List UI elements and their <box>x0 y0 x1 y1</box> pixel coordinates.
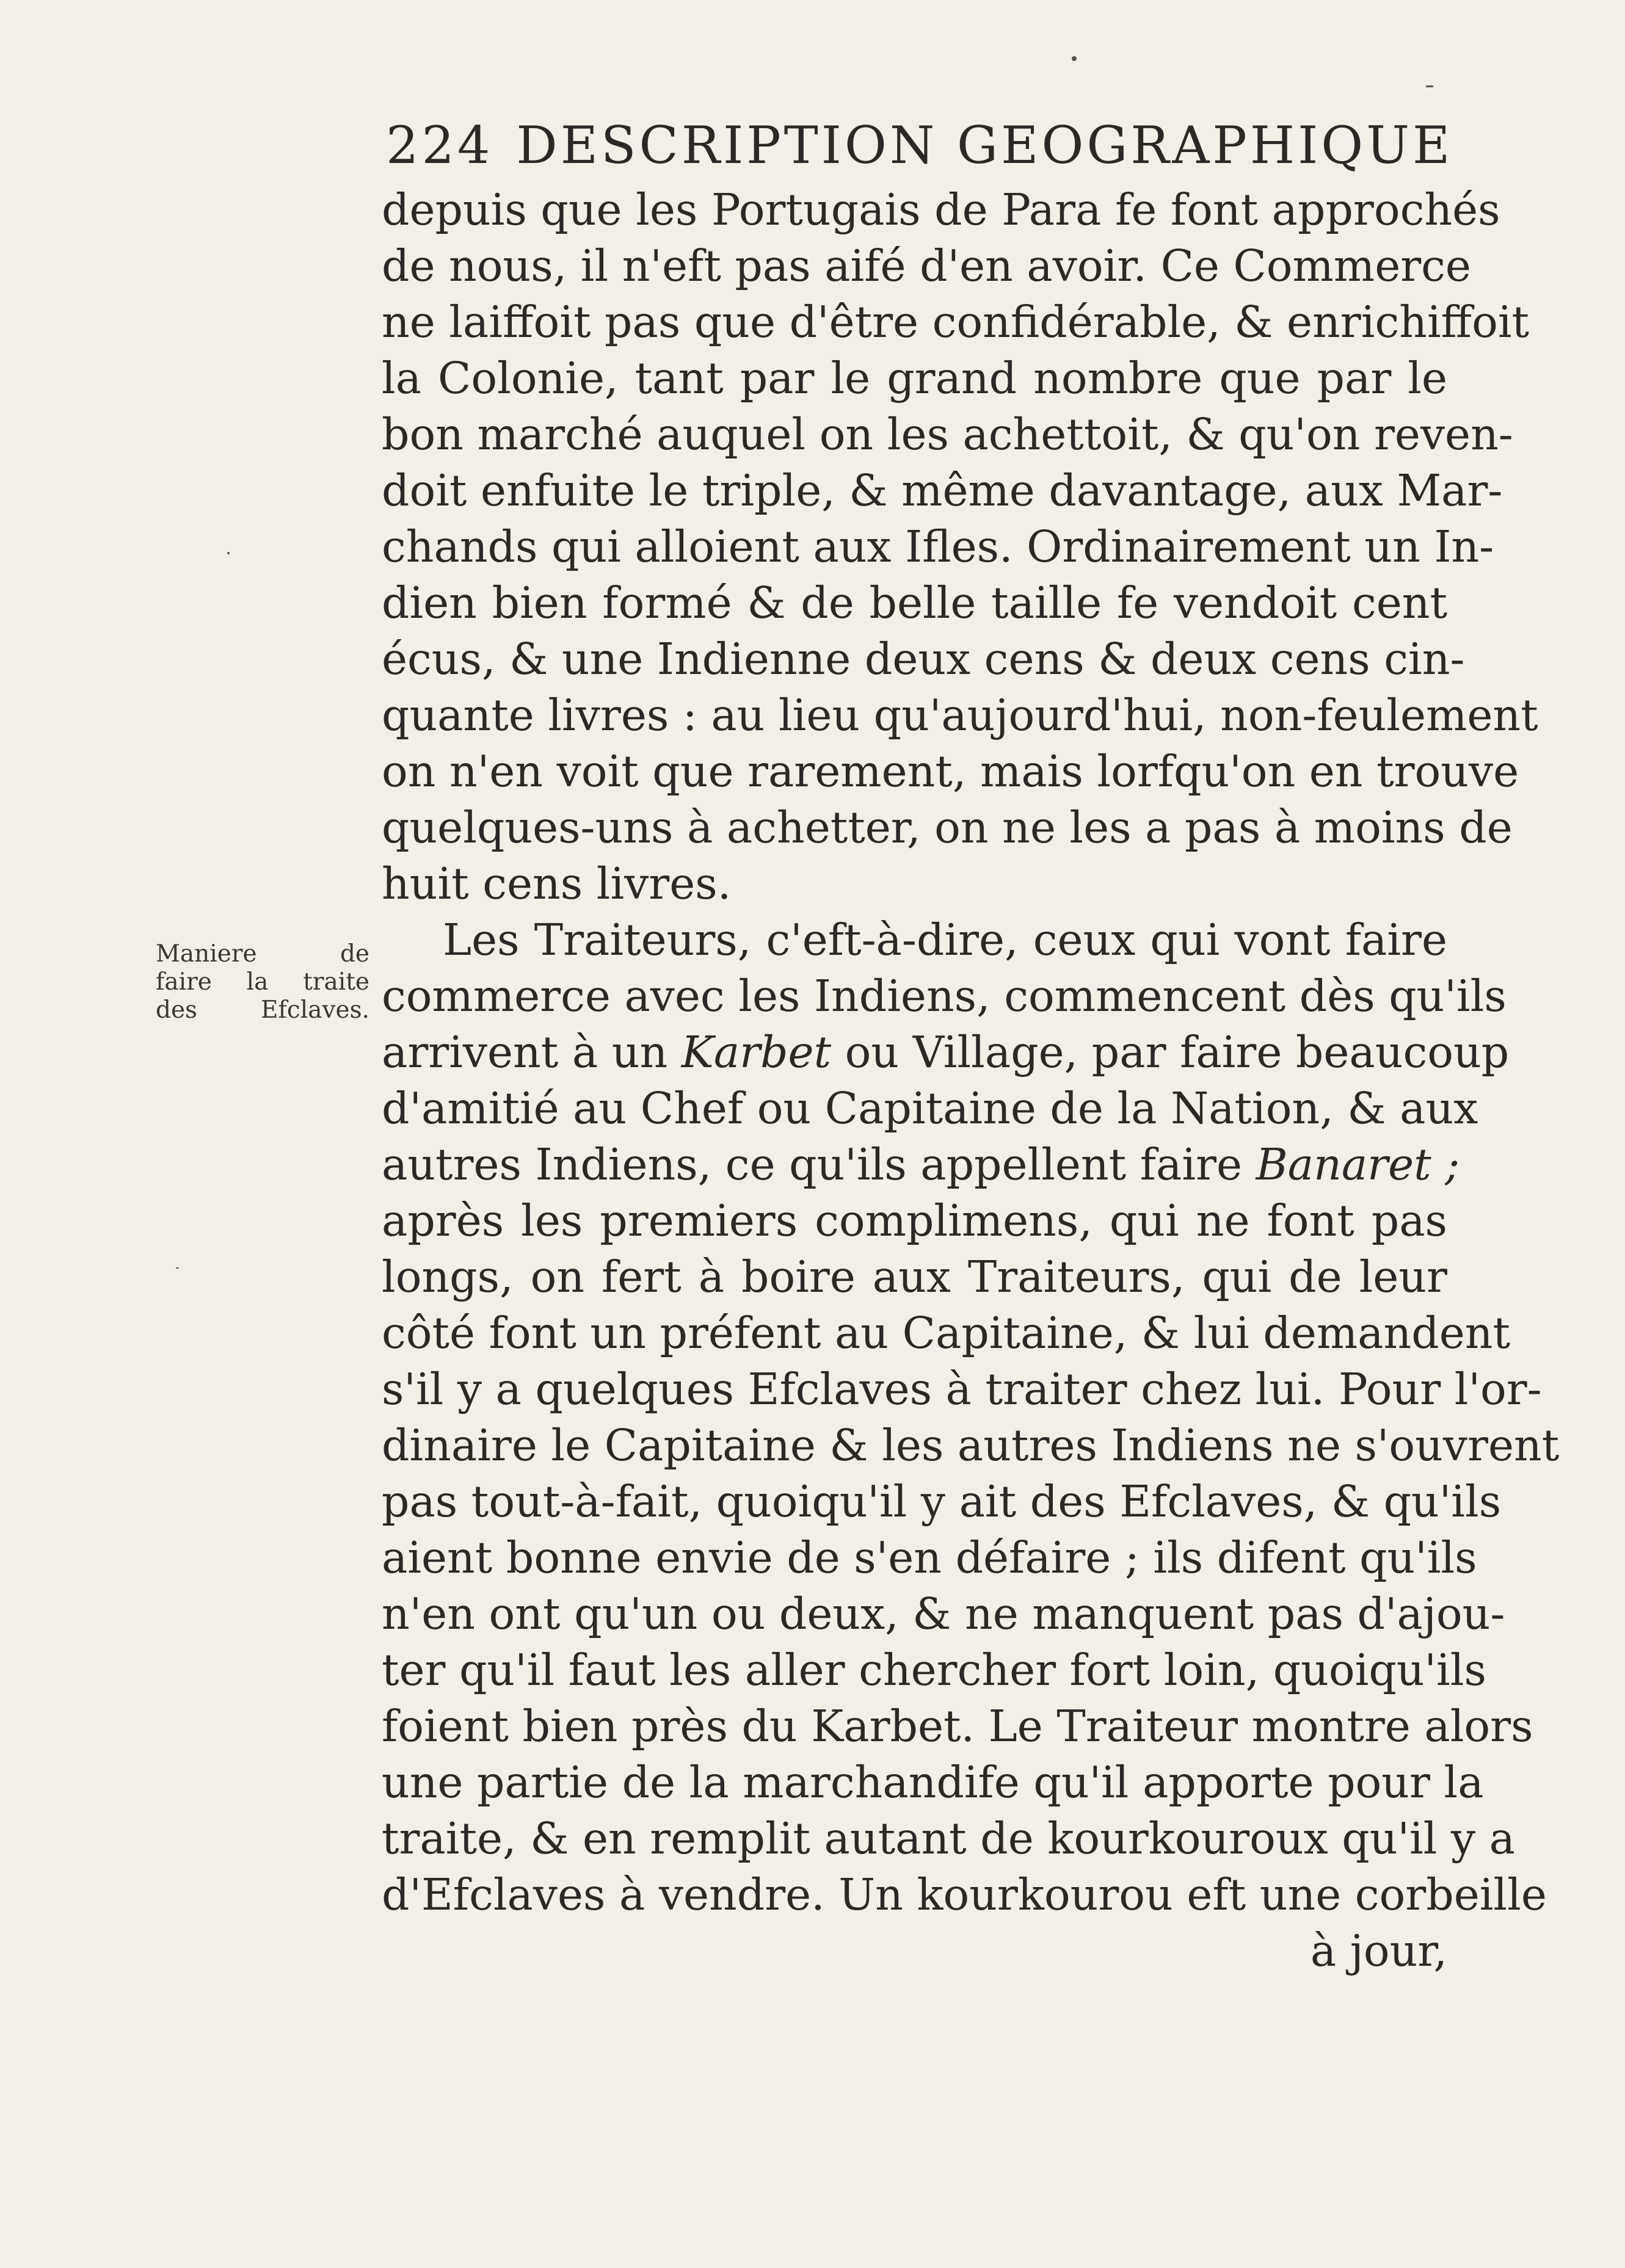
text-line: quante livres : au lieu qu'aujourd'hui, non-feulement <box>382 690 1538 741</box>
text-line: ter qu'il faut les aller chercher fort loin, quoiqu'ils <box>382 1645 1486 1695</box>
text-line: écus, & une Indienne deux cens & deux cens cin- <box>382 634 1465 684</box>
running-title: DESCRIPTION GEOGRAPHIQUE <box>516 115 1453 175</box>
text-line: dien bien formé & de belle taille fe vendoit cent <box>382 578 1447 628</box>
text-run: arrivent à un <box>382 1027 682 1078</box>
margin-note <box>156 940 369 1024</box>
text-line: doit enfuite le triple, & même davantage, aux Mar- <box>382 465 1503 516</box>
text-line: n'en ont qu'un ou deux, & ne manquent pas d'ajou- <box>382 1589 1505 1639</box>
ink-speck <box>1072 56 1077 61</box>
text-line: ne laiffoit pas que d'être confidérable, & enrichiffoit <box>382 297 1530 347</box>
text-line <box>382 1137 1460 1193</box>
margin-note-line: Maniere de <box>156 940 369 968</box>
page-number: 224 <box>386 115 493 175</box>
text-line: bon marché auquel on les achettoit, & qu'on reven- <box>382 409 1513 460</box>
text-line: s'il y a quelques Efclaves à traiter chez lui. Pour l'or- <box>382 1364 1542 1415</box>
text-line: pas tout-à-fait, quoiqu'il y ait des Efclaves, & qu'ils <box>382 1476 1502 1527</box>
text-line: chands qui alloient aux Ifles. Ordinairement un In- <box>382 521 1494 572</box>
ink-speck <box>1426 85 1433 87</box>
text-line: traite, & en remplit autant de kourkouroux qu'il y a <box>382 1813 1515 1864</box>
text-line: côté font un préfent au Capitaine, & lui demandent <box>382 1308 1510 1358</box>
text-line: huit cens livres. <box>382 858 732 909</box>
margin-note-line: des Efclaves. <box>156 996 369 1024</box>
text-line: quelques-uns à achetter, on ne les a pas à moins de <box>382 802 1513 853</box>
ink-speck <box>176 1267 179 1269</box>
running-header <box>386 115 1453 176</box>
text-line: depuis que les Portugais de Para fe font approchés <box>382 184 1500 235</box>
text-line: foient bien près du Karbet. Le Traiteur montre alors <box>382 1701 1533 1752</box>
text-line: après les premiers complimens, qui ne font pas <box>382 1195 1447 1246</box>
catchword: à jour, <box>1310 1926 1447 1976</box>
paragraph-start-line: Les Traiteurs, c'eft-à-dire, ceux qui vont faire <box>443 915 1447 965</box>
text-line <box>382 1024 1510 1081</box>
italic-term: Banaret ; <box>1256 1139 1460 1190</box>
main-text <box>382 182 1560 1979</box>
text-line: la Colonie, tant par le grand nombre que par le <box>382 353 1447 404</box>
text-line: on n'en voit que rarement, mais lorfqu'on en trouve <box>382 746 1519 797</box>
text-line: une partie de la marchandife qu'il apporte pour la <box>382 1757 1484 1808</box>
text-line: commerce avec les Indiens, commencent dès qu'ils <box>382 971 1507 1021</box>
italic-term: Karbet <box>681 1027 832 1078</box>
text-run: autres Indiens, ce qu'ils appellent faire <box>382 1139 1256 1190</box>
ink-speck <box>227 552 230 554</box>
text-line: longs, on fert à boire aux Traiteurs, qui de leur <box>382 1252 1447 1302</box>
text-line: aient bonne envie de s'en défaire ; ils difent qu'ils <box>382 1532 1477 1583</box>
text-line: d'amitié au Chef ou Capitaine de la Nation, & aux <box>382 1083 1478 1134</box>
text-line: dinaire le Capitaine & les autres Indiens ne s'ouvrent <box>382 1420 1560 1471</box>
margin-note-line: faire la traite <box>156 968 369 996</box>
text-line: de nous, il n'eft pas aifé d'en avoir. Ce Commerce <box>382 241 1471 291</box>
text-line: d'Efclaves à vendre. Un kourkourou eft une corbeille <box>382 1869 1547 1920</box>
text-run: ou Village, par faire beaucoup <box>831 1027 1510 1078</box>
